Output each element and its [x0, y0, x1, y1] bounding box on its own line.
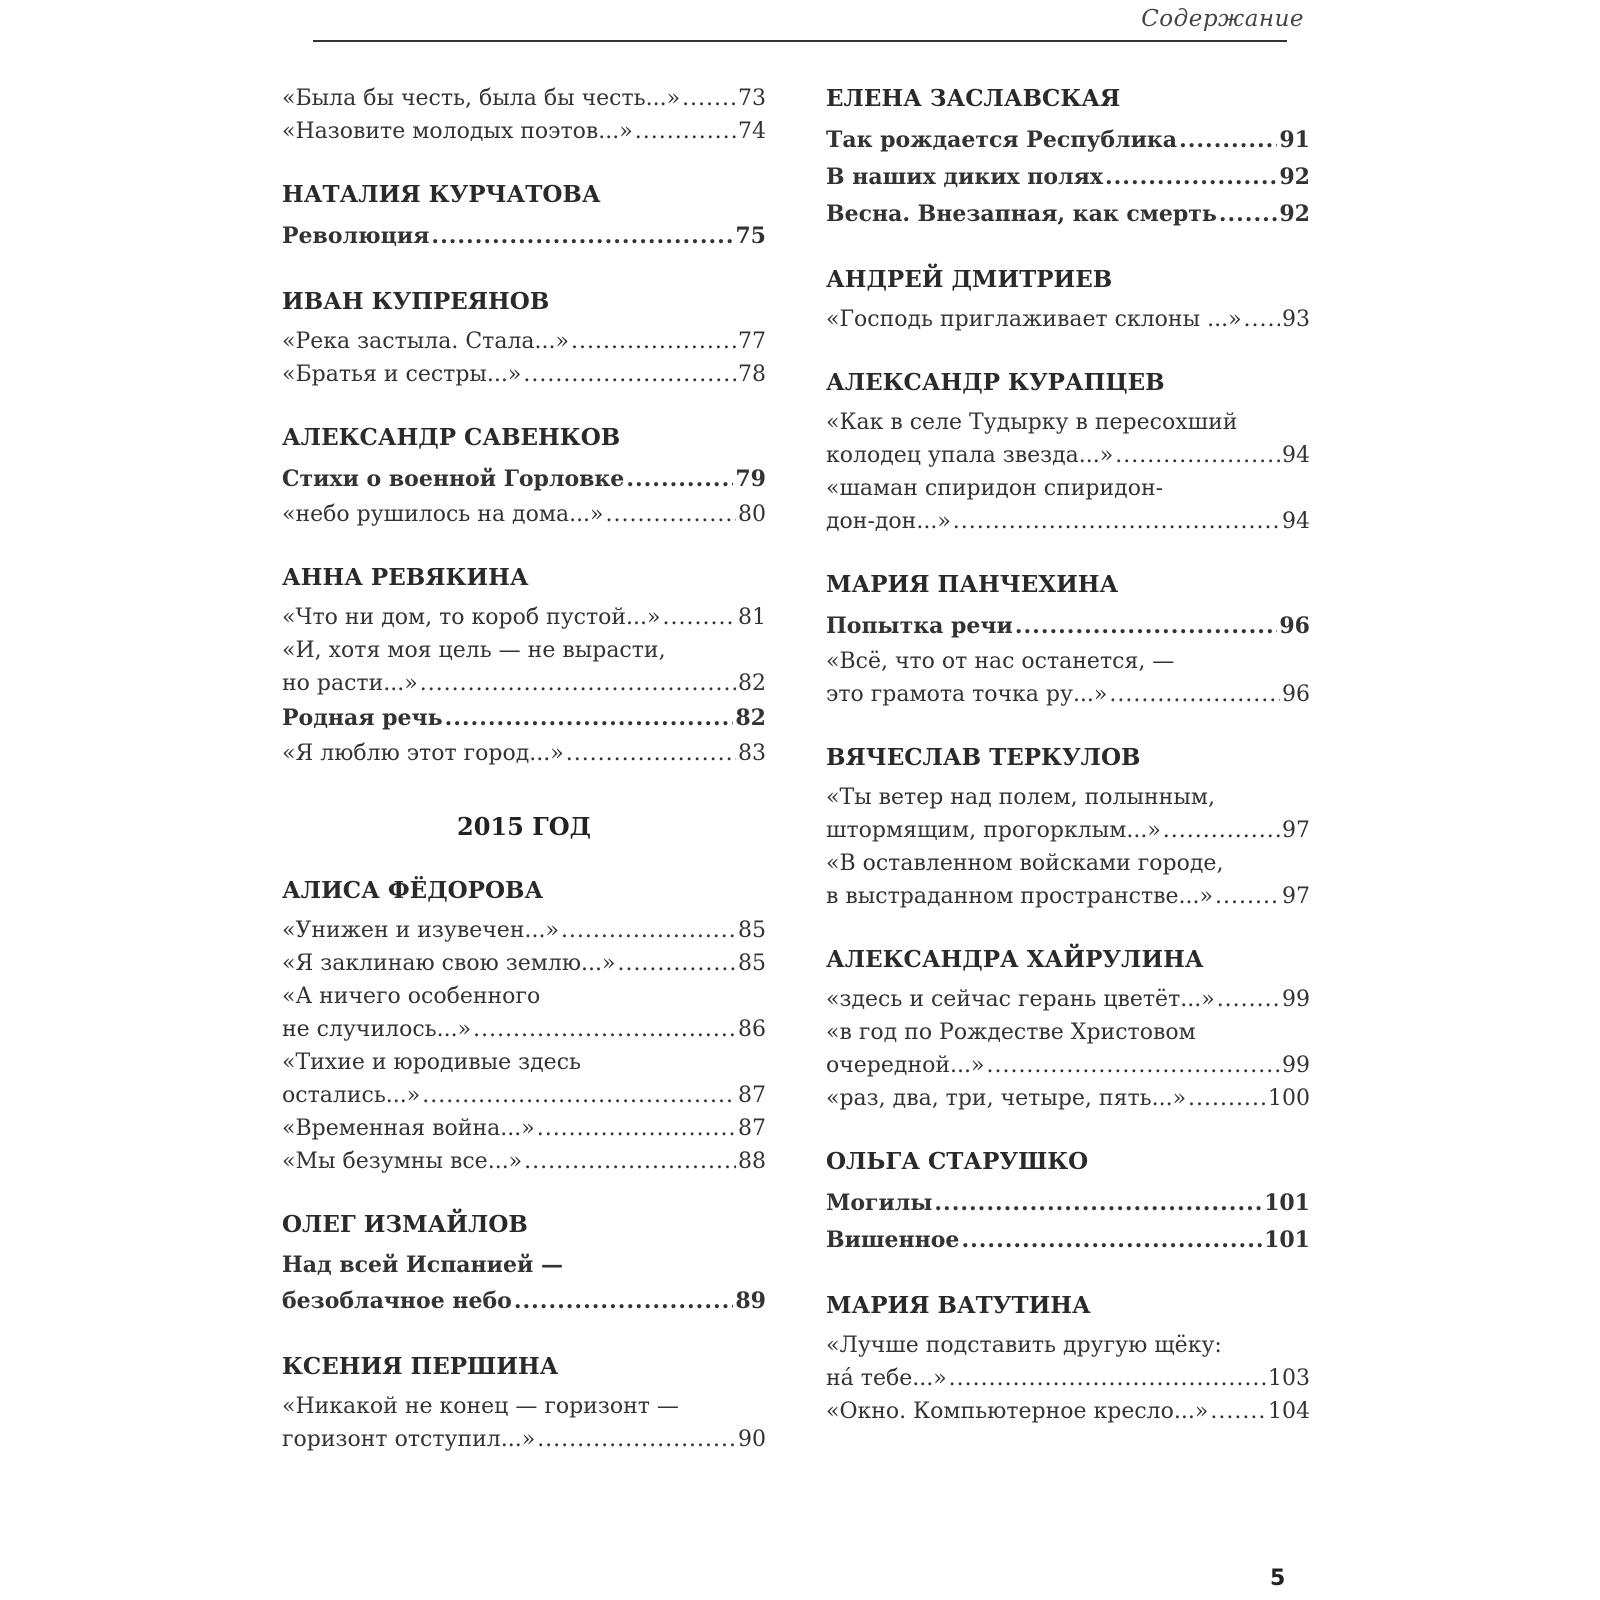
leader-dots [1219, 196, 1278, 233]
toc-entry-title: «здесь и сейчас герань цветёт...» [826, 987, 1215, 1012]
toc-entry-page: 99 [1282, 1053, 1310, 1078]
toc-entry-title: Стихи о военной Горловке [282, 466, 625, 492]
toc-entry-page: 87 [738, 1116, 766, 1141]
toc-section-dmitriev [826, 263, 1310, 336]
toc-left-column [282, 82, 766, 1486]
toc-section-kurchatova [282, 178, 766, 255]
leader-dots [1105, 159, 1277, 196]
author-heading: НАТАЛИЯ КУРЧАТОВА [282, 181, 601, 208]
toc-entry[interactable] [826, 1185, 1310, 1222]
toc-section-izmaylov [282, 1208, 766, 1320]
toc-section-revyakina [282, 561, 766, 770]
toc-entry[interactable] [826, 439, 1310, 472]
toc-entry-title-line: «А ничего особенного [282, 984, 541, 1009]
toc-entry-title-line: Над всей Испанией — [282, 1252, 563, 1278]
leader-dots [523, 358, 736, 391]
toc-entry[interactable] [282, 1145, 766, 1178]
toc-entry-page: 75 [735, 223, 766, 249]
toc-entry-title: Революция [282, 223, 430, 249]
toc-entry-title: не случилось...» [282, 1017, 472, 1042]
toc-entry-page: 89 [735, 1288, 766, 1314]
toc-entry-page: 92 [1279, 201, 1310, 227]
toc-section-kupreyanov [282, 285, 766, 391]
toc-entry[interactable] [282, 461, 766, 498]
leader-dots [537, 1423, 736, 1456]
leader-dots [1188, 1082, 1266, 1115]
toc-entry-title-line: «Никакой не конец — горизонт — [282, 1394, 679, 1419]
toc-entry-title: «небо рушилось на дома...» [282, 502, 604, 527]
toc-entry-title-line: «Как в селе Тудырку в пересохший [826, 410, 1238, 435]
author-heading: ОЛЬГА СТАРУШКО [826, 1148, 1089, 1175]
toc-section-starushko [826, 1145, 1310, 1259]
toc-entry-title: но расти...» [282, 671, 418, 696]
page-number: 5 [1270, 1566, 1286, 1591]
toc-entry-page: 78 [738, 362, 766, 387]
toc-entry[interactable] [282, 218, 766, 255]
toc-entry-page: 82 [735, 705, 766, 731]
toc-entry-title: «Окно. Компьютерное кресло...» [826, 1399, 1209, 1424]
toc-entry-title: это грамота точка ру...» [826, 682, 1108, 707]
toc-section-terkulov [826, 741, 1310, 913]
leader-dots [682, 82, 736, 115]
leader-dots [571, 325, 736, 358]
toc-entry[interactable] [282, 601, 766, 634]
toc-entry-title: Весна. Внезапная, как смерть [826, 201, 1217, 227]
leader-dots [1217, 983, 1280, 1016]
toc-entry-title: колодец упала звезда...» [826, 443, 1114, 468]
leader-dots [961, 1222, 1262, 1259]
leader-dots [514, 1283, 734, 1320]
toc-entry[interactable] [282, 325, 766, 358]
toc-entry-page: 90 [738, 1427, 766, 1452]
toc-entry-page: 85 [738, 918, 766, 943]
author-heading: ИВАН КУПРЕЯНОВ [282, 288, 550, 315]
toc-entry[interactable] [282, 947, 766, 980]
toc-section-fedorova [282, 874, 766, 1178]
toc-entry-page: 77 [738, 329, 766, 354]
toc-entry-page: 82 [738, 671, 766, 696]
leader-dots [953, 505, 1280, 538]
leader-dots [626, 461, 733, 498]
toc-entry-page: 88 [738, 1149, 766, 1174]
toc-entry-page: 97 [1282, 818, 1310, 843]
year-heading: 2015 ГОД [457, 812, 591, 841]
toc-entry-title: дон-дон...» [826, 509, 951, 534]
leader-dots [566, 737, 736, 770]
toc-entry[interactable] [826, 122, 1310, 159]
toc-entry-title: Родная речь [282, 705, 443, 731]
toc-entry-page: 99 [1282, 987, 1310, 1012]
author-heading: ЕЛЕНА ЗАСЛАВСКАЯ [826, 85, 1121, 112]
toc-entry-page: 97 [1282, 884, 1310, 909]
leader-dots [1210, 1395, 1266, 1428]
toc-entry-title: «Я люблю этот город...» [282, 741, 564, 766]
author-heading: АЛИСА ФЁДОРОВА [282, 877, 544, 904]
toc-entry[interactable] [282, 1013, 766, 1046]
toc-entry-title: «Я заклинаю свою землю...» [282, 951, 616, 976]
toc-entry-title: очередной...» [826, 1053, 985, 1078]
author-heading: ОЛЕГ ИЗМАЙЛОВ [282, 1211, 528, 1238]
toc-entry[interactable] [826, 1395, 1310, 1428]
toc-entry-title: безоблачное небо [282, 1288, 512, 1314]
leader-dots [635, 115, 736, 148]
leader-dots [1015, 608, 1278, 645]
toc-entry[interactable] [826, 880, 1310, 913]
leader-dots [1179, 122, 1277, 159]
leader-dots [1109, 678, 1280, 711]
toc-entry-title: Так рождается Республика [826, 127, 1178, 153]
toc-entry-page: 94 [1282, 443, 1310, 468]
toc-entry[interactable] [826, 678, 1310, 711]
toc-entry-page: 94 [1282, 509, 1310, 534]
toc-entry-page: 91 [1279, 127, 1310, 153]
toc-entry-page: 74 [738, 119, 766, 144]
toc-entry[interactable] [826, 505, 1310, 538]
toc-entry-title: Попытка речи [826, 613, 1013, 639]
running-title: Содержание [1141, 6, 1304, 32]
toc-entry-title: в выстраданном пространстве...» [826, 884, 1213, 909]
toc-entry[interactable] [826, 159, 1310, 196]
toc-section-zaslavskaya [826, 82, 1310, 233]
toc-entry[interactable] [826, 814, 1310, 847]
toc-entry-title: «Унижен и изувечен...» [282, 918, 559, 943]
toc-entry-title: «Временная война...» [282, 1116, 535, 1141]
toc-entry-page: 103 [1268, 1366, 1310, 1391]
toc-entry[interactable] [826, 1362, 1310, 1395]
leader-dots [473, 1013, 736, 1046]
toc-section-continued [282, 82, 766, 148]
author-heading: КСЕНИЯ ПЕРШИНА [282, 1353, 559, 1380]
toc-entry-title-line: «шаман спиридон спиридон- [826, 476, 1164, 501]
leader-dots [986, 1049, 1280, 1082]
toc-entry[interactable] [282, 498, 766, 531]
leader-dots [1215, 880, 1280, 913]
toc-entry[interactable] [282, 700, 766, 737]
toc-entry-page: 86 [738, 1017, 766, 1042]
toc-section-panchekhina [826, 568, 1310, 711]
leader-dots [431, 218, 733, 255]
toc-entry[interactable] [826, 983, 1310, 1016]
author-heading: АЛЕКСАНДР КУРАПЦЕВ [826, 369, 1165, 396]
toc-entry[interactable] [826, 1049, 1310, 1082]
author-heading: АНДРЕЙ ДМИТРИЕВ [826, 266, 1113, 293]
leader-dots [524, 1145, 736, 1178]
toc-section-savenkov [282, 421, 766, 531]
toc-entry-title: «Что ни дом, то короб пустой...» [282, 605, 661, 630]
toc-entry[interactable] [282, 1112, 766, 1145]
author-heading: ВЯЧЕСЛАВ ТЕРКУЛОВ [826, 744, 1141, 771]
toc-entry[interactable] [826, 303, 1310, 336]
toc-entry-page: 93 [1282, 307, 1310, 332]
toc-entry-page: 79 [735, 466, 766, 492]
toc-entry-page: 96 [1282, 682, 1310, 707]
toc-entry[interactable] [282, 82, 766, 115]
toc-entry[interactable] [282, 914, 766, 947]
toc-entry-title: нá тебе...» [826, 1366, 947, 1391]
toc-section-khayrulina [826, 943, 1310, 1115]
toc-entry[interactable] [282, 667, 766, 700]
toc-entry-title: «Назовите молодых поэтов...» [282, 119, 633, 144]
toc-entry[interactable] [282, 1423, 766, 1456]
toc-entry-title: остались...» [282, 1083, 421, 1108]
toc-entry-title: штормящим, прогорклым...» [826, 818, 1161, 843]
leader-dots [934, 1185, 1262, 1222]
toc-entry-title-line: «В оставленном войсками городе, [826, 851, 1224, 876]
toc-entry-page: 104 [1268, 1399, 1310, 1424]
toc-entry[interactable] [826, 608, 1310, 645]
leader-dots [420, 667, 736, 700]
toc-entry-title-line: «Тихие и юродивые здесь [282, 1050, 581, 1075]
toc-entry-title: «Братья и сестры...» [282, 362, 522, 387]
toc-entry[interactable] [282, 358, 766, 391]
toc-entry[interactable] [282, 1079, 766, 1112]
toc-entry-title: «Была бы честь, была бы честь...» [282, 86, 681, 111]
author-heading: АННА РЕВЯКИНА [282, 564, 529, 591]
toc-entry-title: Вишенное [826, 1227, 960, 1253]
toc-entry-page: 73 [738, 86, 766, 111]
leader-dots [445, 700, 734, 737]
toc-entry-title: В наших диких полях [826, 164, 1103, 190]
toc-section-kurapcev [826, 366, 1310, 538]
header-rule [313, 40, 1287, 42]
toc-entry[interactable] [282, 1283, 766, 1320]
leader-dots [949, 1362, 1266, 1395]
toc-entry[interactable] [826, 1222, 1310, 1259]
toc-entry-page: 96 [1279, 613, 1310, 639]
leader-dots [561, 914, 736, 947]
toc-entry-title: Могилы [826, 1190, 933, 1216]
leader-dots [606, 498, 736, 531]
toc-entry-title: «Господь приглаживает склоны ...» [826, 307, 1242, 332]
author-heading: МАРИЯ ПАНЧЕХИНА [826, 571, 1119, 598]
leader-dots [422, 1079, 736, 1112]
leader-dots [1244, 303, 1280, 336]
toc-entry-page: 83 [738, 741, 766, 766]
leader-dots [663, 601, 736, 634]
toc-entry[interactable] [282, 737, 766, 770]
toc-entry-page: 101 [1264, 1190, 1310, 1216]
leader-dots [1163, 814, 1280, 847]
author-heading: АЛЕКСАНДР САВЕНКОВ [282, 424, 621, 451]
leader-dots [1115, 439, 1280, 472]
toc-entry-title: горизонт отступил...» [282, 1427, 536, 1452]
toc-entry-title-line: «в год по Рождестве Христовом [826, 1020, 1196, 1045]
toc-section-pershina [282, 1350, 766, 1456]
toc-entry-title-line: «Ты ветер над полем, полынным, [826, 785, 1215, 810]
toc-entry-title: «раз, два, три, четыре, пять...» [826, 1086, 1187, 1111]
toc-entry-title: «Мы безумны все...» [282, 1149, 523, 1174]
toc-entry-title-line: «Лучше подставить другую щёку: [826, 1333, 1222, 1358]
toc-entry-page: 80 [738, 502, 766, 527]
toc-entry-page: 85 [738, 951, 766, 976]
toc-entry[interactable] [826, 196, 1310, 233]
toc-entry-page: 100 [1268, 1086, 1310, 1111]
leader-dots [537, 1112, 736, 1145]
toc-entry-title: «Река застыла. Стала...» [282, 329, 569, 354]
toc-entry-title-line: «Всё, что от нас останется, — [826, 649, 1175, 674]
toc-entry[interactable] [826, 1082, 1310, 1115]
toc-entry-page: 87 [738, 1083, 766, 1108]
toc-entry-page: 92 [1279, 164, 1310, 190]
toc-right-column [826, 82, 1310, 1458]
toc-entry-page: 81 [738, 605, 766, 630]
author-heading: МАРИЯ ВАТУТИНА [826, 1292, 1091, 1319]
leader-dots [617, 947, 736, 980]
toc-entry[interactable] [282, 115, 766, 148]
author-heading: АЛЕКСАНДРА ХАЙРУЛИНА [826, 946, 1204, 973]
toc-entry-page: 101 [1264, 1227, 1310, 1253]
toc-entry-title-line: «И, хотя моя цель — не вырасти, [282, 638, 666, 663]
toc-section-vatutina [826, 1289, 1310, 1428]
